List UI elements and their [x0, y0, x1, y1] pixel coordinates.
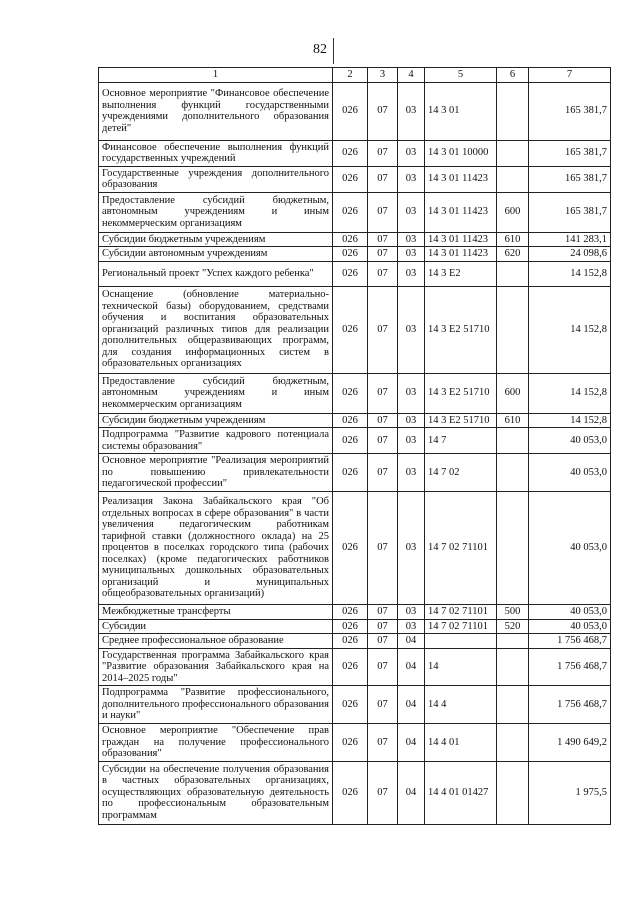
table-row: [99, 232, 611, 247]
expense-type-cell: 620: [497, 247, 529, 262]
target-article-cell: 14 3 E2 51710: [425, 373, 497, 413]
item-name-cell: Основное мероприятие "Обеспечение прав граждан на получение профессионального образования": [99, 724, 333, 762]
target-article-cell: 14 3 01: [425, 82, 497, 140]
amount-cell: 14 152,8: [529, 286, 611, 373]
target-article-cell: 14 7 02 71101: [425, 492, 497, 605]
item-name-cell: Государственные учреждения дополнительного образования: [99, 166, 333, 192]
section-code-cell: 07: [368, 286, 398, 373]
section-code-cell: 07: [368, 648, 398, 686]
expense-type-cell: [497, 82, 529, 140]
table-row: [99, 373, 611, 413]
ministry-code-cell: 026: [333, 232, 368, 247]
subsection-code-cell: 03: [398, 428, 425, 454]
amount-cell: 14 152,8: [529, 373, 611, 413]
table-row: [99, 634, 611, 649]
amount-cell: 1 756 468,7: [529, 686, 611, 724]
target-article-cell: 14 3 E2: [425, 261, 497, 286]
expense-type-cell: [497, 166, 529, 192]
target-article-cell: [425, 634, 497, 649]
subsection-code-cell: 03: [398, 454, 425, 492]
ministry-code-cell: 026: [333, 413, 368, 428]
subsection-code-cell: 03: [398, 373, 425, 413]
ministry-code-cell: 026: [333, 373, 368, 413]
target-article-cell: 14 4 01 01427: [425, 761, 497, 824]
expense-type-cell: [497, 261, 529, 286]
item-name-cell: Субсидии бюджетным учреждениям: [99, 232, 333, 247]
column-header: 6: [497, 68, 529, 83]
subsection-code-cell: 04: [398, 686, 425, 724]
subsection-code-cell: 04: [398, 724, 425, 762]
ministry-code-cell: 026: [333, 454, 368, 492]
table-row: [99, 286, 611, 373]
expense-type-cell: [497, 428, 529, 454]
ministry-code-cell: 026: [333, 192, 368, 232]
subsection-code-cell: 03: [398, 605, 425, 620]
table-row: [99, 428, 611, 454]
expense-type-cell: [497, 761, 529, 824]
column-header: 3: [368, 68, 398, 83]
column-header: 4: [398, 68, 425, 83]
subsection-code-cell: 04: [398, 634, 425, 649]
expense-type-cell: [497, 648, 529, 686]
target-article-cell: 14 7 02: [425, 454, 497, 492]
subsection-code-cell: 03: [398, 232, 425, 247]
expense-type-cell: 610: [497, 232, 529, 247]
item-name-cell: Субсидии автономным учреждениям: [99, 247, 333, 262]
item-name-cell: Подпрограмма "Развитие кадрового потенциала системы образования": [99, 428, 333, 454]
amount-cell: 40 053,0: [529, 492, 611, 605]
budget-table: [98, 67, 611, 825]
target-article-cell: 14 3 01 11423: [425, 247, 497, 262]
item-name-cell: Субсидии на обеспечение получения образования в частных образовательных организациях, осуществляющих образовательную деятельность по профессиональным образовательным программам: [99, 761, 333, 824]
ministry-code-cell: 026: [333, 140, 368, 166]
expense-type-cell: 610: [497, 413, 529, 428]
amount-cell: 141 283,1: [529, 232, 611, 247]
section-code-cell: 07: [368, 492, 398, 605]
target-article-cell: 14 3 E2 51710: [425, 413, 497, 428]
amount-cell: 14 152,8: [529, 413, 611, 428]
table-row: [99, 686, 611, 724]
amount-cell: 1 756 468,7: [529, 648, 611, 686]
subsection-code-cell: 03: [398, 619, 425, 634]
ministry-code-cell: 026: [333, 724, 368, 762]
section-code-cell: 07: [368, 724, 398, 762]
subsection-code-cell: 03: [398, 166, 425, 192]
subsection-code-cell: 04: [398, 761, 425, 824]
ministry-code-cell: 026: [333, 247, 368, 262]
item-name-cell: Оснащение (обновление материально-технической базы) оборудованием, средствами обучения и воспитания образовательных организаций различных типов для реализации дополнительных общеразвивающих программ, для создания информационных систем в образовательных организациях: [99, 286, 333, 373]
table-row: [99, 605, 611, 620]
table-row: [99, 261, 611, 286]
table-row: [99, 492, 611, 605]
ministry-code-cell: 026: [333, 619, 368, 634]
table-row: [99, 648, 611, 686]
page-number: 82: [313, 42, 327, 57]
ministry-code-cell: 026: [333, 686, 368, 724]
expense-type-cell: [497, 492, 529, 605]
item-name-cell: Основное мероприятие "Реализация мероприятий по повышению привлекательности педагогической профессии": [99, 454, 333, 492]
subsection-code-cell: 04: [398, 648, 425, 686]
target-article-cell: 14 4: [425, 686, 497, 724]
table-row: [99, 724, 611, 762]
expense-type-cell: 600: [497, 373, 529, 413]
section-code-cell: 07: [368, 140, 398, 166]
table-row: [99, 82, 611, 140]
section-code-cell: 07: [368, 761, 398, 824]
table-row: [99, 619, 611, 634]
table-row: [99, 140, 611, 166]
ministry-code-cell: 026: [333, 648, 368, 686]
item-name-cell: Подпрограмма "Развитие профессионального, дополнительного профессионального образования и науки": [99, 686, 333, 724]
target-article-cell: 14 3 01 11423: [425, 166, 497, 192]
item-name-cell: Реализация Закона Забайкальского края "Об отдельных вопросах в сфере образования" в части увеличения педагогическим работникам тарифной ставки (должностного оклада) на 25 процентов в поселках городского типа (рабочих поселках) (кроме педагогических работников муниципальных дошкольных образовательных организаций и муниципальных общеобразовательных организаций): [99, 492, 333, 605]
amount-cell: 1 490 649,2: [529, 724, 611, 762]
item-name-cell: Предоставление субсидий бюджетным, автономным учреждениям и иным некоммерческим организациям: [99, 192, 333, 232]
item-name-cell: Субсидии: [99, 619, 333, 634]
subsection-code-cell: 03: [398, 492, 425, 605]
item-name-cell: Основное мероприятие "Финансовое обеспечение выполнения функций государственными учреждениями дополнительного образования детей": [99, 82, 333, 140]
target-article-cell: 14: [425, 648, 497, 686]
ministry-code-cell: 026: [333, 261, 368, 286]
table-row: [99, 454, 611, 492]
amount-cell: 14 152,8: [529, 261, 611, 286]
header-row: [99, 68, 611, 83]
amount-cell: 40 053,0: [529, 619, 611, 634]
target-article-cell: 14 4 01: [425, 724, 497, 762]
section-code-cell: 07: [368, 232, 398, 247]
subsection-code-cell: 03: [398, 247, 425, 262]
subsection-code-cell: 03: [398, 140, 425, 166]
amount-cell: 1 756 468,7: [529, 634, 611, 649]
table-row: [99, 166, 611, 192]
target-article-cell: 14 3 E2 51710: [425, 286, 497, 373]
expense-type-cell: [497, 454, 529, 492]
amount-cell: 165 381,7: [529, 140, 611, 166]
amount-cell: 24 098,6: [529, 247, 611, 262]
expense-type-cell: [497, 686, 529, 724]
section-code-cell: 07: [368, 82, 398, 140]
item-name-cell: Региональный проект "Успех каждого ребенка": [99, 261, 333, 286]
expense-type-cell: [497, 724, 529, 762]
ministry-code-cell: 026: [333, 82, 368, 140]
amount-cell: 40 053,0: [529, 454, 611, 492]
subsection-code-cell: 03: [398, 192, 425, 232]
column-header: 1: [99, 68, 333, 83]
item-name-cell: Государственная программа Забайкальского края "Развитие образования Забайкальского края на 2014–2025 годы": [99, 648, 333, 686]
amount-cell: 165 381,7: [529, 166, 611, 192]
target-article-cell: 14 3 01 11423: [425, 232, 497, 247]
item-name-cell: Среднее профессиональное образование: [99, 634, 333, 649]
item-name-cell: Субсидии бюджетным учреждениям: [99, 413, 333, 428]
section-code-cell: 07: [368, 605, 398, 620]
section-code-cell: 07: [368, 247, 398, 262]
expense-type-cell: 520: [497, 619, 529, 634]
target-article-cell: 14 3 01 11423: [425, 192, 497, 232]
column-header: 7: [529, 68, 611, 83]
amount-cell: 165 381,7: [529, 82, 611, 140]
ministry-code-cell: 026: [333, 605, 368, 620]
subsection-code-cell: 03: [398, 413, 425, 428]
section-code-cell: 07: [368, 192, 398, 232]
section-code-cell: 07: [368, 166, 398, 192]
table-row: [99, 247, 611, 262]
table-row: [99, 413, 611, 428]
target-article-cell: 14 7 02 71101: [425, 619, 497, 634]
section-code-cell: 07: [368, 634, 398, 649]
ministry-code-cell: 026: [333, 492, 368, 605]
expense-type-cell: 600: [497, 192, 529, 232]
amount-cell: 40 053,0: [529, 428, 611, 454]
ministry-code-cell: 026: [333, 286, 368, 373]
section-code-cell: 07: [368, 373, 398, 413]
section-code-cell: 07: [368, 261, 398, 286]
section-code-cell: 07: [368, 454, 398, 492]
table-body: [99, 82, 611, 824]
target-article-cell: 14 7 02 71101: [425, 605, 497, 620]
table-row: [99, 192, 611, 232]
expense-type-cell: [497, 140, 529, 166]
ministry-code-cell: 026: [333, 166, 368, 192]
section-code-cell: 07: [368, 619, 398, 634]
amount-cell: 1 975,5: [529, 761, 611, 824]
amount-cell: 165 381,7: [529, 192, 611, 232]
item-name-cell: Межбюджетные трансферты: [99, 605, 333, 620]
table-row: [99, 761, 611, 824]
section-code-cell: 07: [368, 428, 398, 454]
ministry-code-cell: 026: [333, 428, 368, 454]
ministry-code-cell: 026: [333, 761, 368, 824]
expense-type-cell: 500: [497, 605, 529, 620]
subsection-code-cell: 03: [398, 82, 425, 140]
target-article-cell: 14 7: [425, 428, 497, 454]
expense-type-cell: [497, 286, 529, 373]
column-header: 5: [425, 68, 497, 83]
column-header: 2: [333, 68, 368, 83]
section-code-cell: 07: [368, 686, 398, 724]
item-name-cell: Финансовое обеспечение выполнения функций государственных учреждений: [99, 140, 333, 166]
subsection-code-cell: 03: [398, 286, 425, 373]
target-article-cell: 14 3 01 10000: [425, 140, 497, 166]
ministry-code-cell: 026: [333, 634, 368, 649]
amount-cell: 40 053,0: [529, 605, 611, 620]
section-code-cell: 07: [368, 413, 398, 428]
item-name-cell: Предоставление субсидий бюджетным, автономным учреждениям и иным некоммерческим организациям: [99, 373, 333, 413]
expense-type-cell: [497, 634, 529, 649]
subsection-code-cell: 03: [398, 261, 425, 286]
